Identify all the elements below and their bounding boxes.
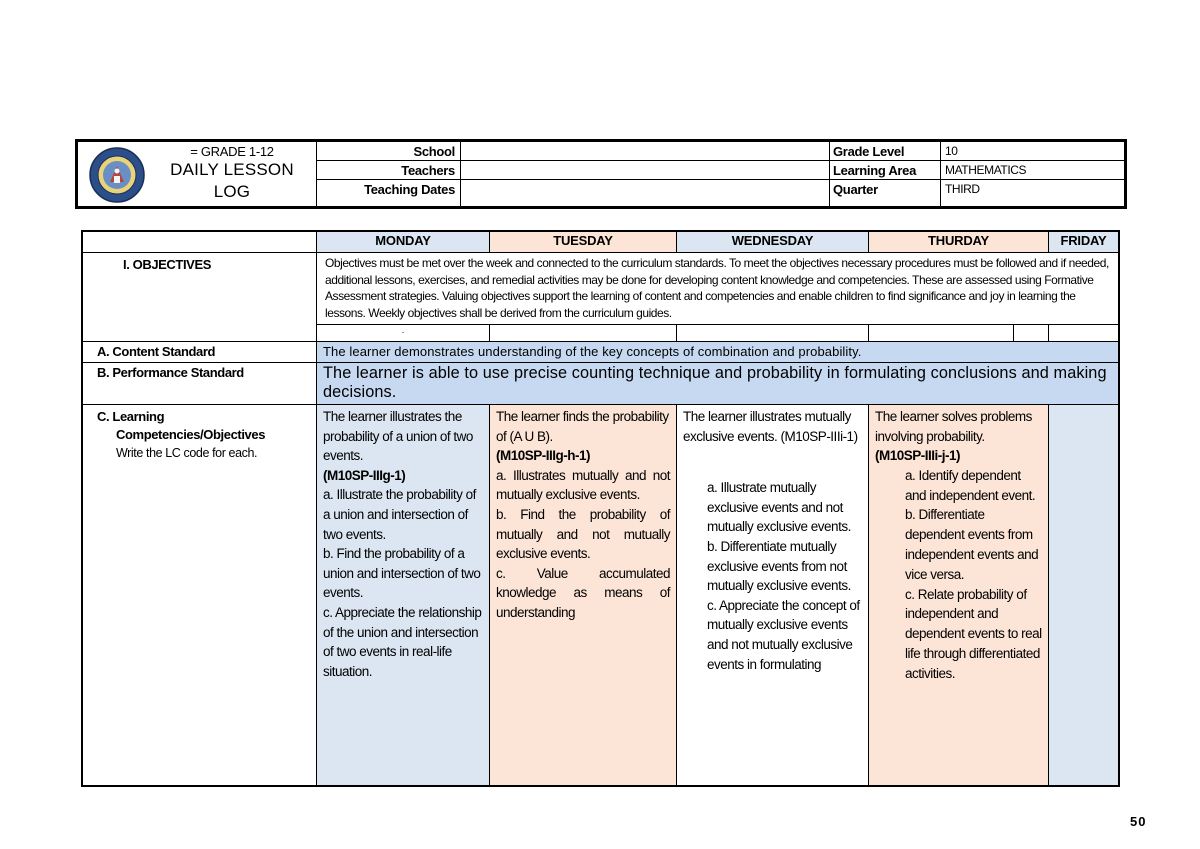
content-standard-label: A. Content Standard xyxy=(83,341,316,362)
lc-thursday-code: (M10SP-IIIi-j-1) xyxy=(875,448,961,464)
performance-standard-text: The learner is able to use precise counting technique and probability in formulating conclusions and making decisions. xyxy=(316,362,1118,404)
objectives-blank-wednesday xyxy=(676,324,868,341)
performance-standard-label: B. Performance Standard xyxy=(83,362,316,404)
dll-title-line2: LOG xyxy=(213,182,251,201)
grade-level-value: 10 xyxy=(945,144,958,158)
lc-wednesday xyxy=(676,404,868,785)
quarter-value: THIRD xyxy=(945,182,980,196)
objectives-blank-tuesday xyxy=(489,324,676,341)
lc-thursday-intro: The learner solves problems involving probability. xyxy=(875,409,1032,444)
lc-monday-code: (M10SP-IIIg-1) xyxy=(323,467,406,483)
content-standard-text: The learner demonstrates understanding of the key concepts of combination and probability. xyxy=(316,341,1118,362)
lc-monday-items: a. Illustrate the probability of a union and intersection of two events. b. Find the probability of a union and intersection of two events. c. Appreciate the relationship of the union and intersection of two events in real-life situation. xyxy=(323,487,482,679)
lc-tuesday-intro: The learner finds the probability of (A U B). xyxy=(496,409,669,444)
dll-title-cell xyxy=(148,142,317,206)
day-header-monday: MONDAY xyxy=(316,232,489,252)
learning-competencies-note: Write the LC code for each. xyxy=(116,446,258,460)
objectives-text: Objectives must be met over the week and connected to the curriculum standards. To meet the objectives necessary procedures must be followed and if needed, additional lessons, exercises, and remedial activities may be done for developing content knowledge and competencies. These are assessed using Formative Assessment strategies. Valuing objectives support the learning of content and competencies and enable children to find significance and joy in learning the lessons. Weekly objectives shall be derived from the curriculum guides. xyxy=(316,252,1118,324)
quarter-label: Quarter xyxy=(833,182,878,197)
learning-competencies-label-1: C. Learning xyxy=(97,409,165,424)
lc-tuesday-code: (M10SP-IIIg-h-1) xyxy=(496,448,591,464)
lc-tuesday-items: a. Illustrates mutually and not mutually exclusive events. b. Find the probability of mutually and not mutually exclusive events. c. Value accumulated knowledge as means of understanding xyxy=(496,467,670,620)
objectives-blank-thursday xyxy=(868,324,1013,341)
lc-wednesday-intro: The learner illustrates mutually exclusive events. (M10SP-IIIi-1) xyxy=(683,409,858,444)
objectives-label: I. OBJECTIVES xyxy=(83,252,316,341)
grade-level-label: Grade Level xyxy=(833,144,905,159)
day-header-friday: FRIDAY xyxy=(1048,232,1118,252)
meta-values-left xyxy=(460,142,830,206)
lc-wednesday-items: a. Illustrate mutually exclusive events and not mutually exclusive events. b. Differentiate mutually exclusive events from not mutually exclusive events. c. Appreciate the concept of mutually exclusive events and not mutually exclusive events in formulating xyxy=(707,480,860,672)
day-header-tuesday: TUESDAY xyxy=(489,232,676,252)
meta-labels-right xyxy=(829,142,941,206)
teachers-label: Teachers xyxy=(401,163,455,178)
page-number: 50 xyxy=(1130,814,1147,829)
day-header-thursday: THURDAY xyxy=(868,232,1048,252)
logo-cell xyxy=(78,142,148,206)
header-table xyxy=(75,139,1127,209)
learning-area-label: Learning Area xyxy=(833,163,917,178)
lc-thursday-items: a. Identify dependent and independent event. b. Differentiate dependent events from independent events and vice versa. c. Relate probability of independent and dependent events to real life through differentiated activities. xyxy=(905,467,1042,681)
objectives-blank-extra xyxy=(1013,324,1048,341)
lc-thursday xyxy=(868,404,1048,785)
learning-area-value: MATHEMATICS xyxy=(945,163,1027,177)
objectives-blank-monday: . xyxy=(316,324,489,341)
meta-values-right xyxy=(940,142,1124,206)
lc-monday-intro: The learner illustrates the probability of a union of two events. xyxy=(323,409,473,464)
lc-tuesday xyxy=(489,404,676,785)
teaching-dates-label: Teaching Dates xyxy=(364,182,455,197)
lesson-log-table xyxy=(81,230,1120,787)
lc-monday xyxy=(316,404,489,785)
objectives-blank-friday xyxy=(1048,324,1118,341)
lc-friday xyxy=(1048,404,1118,785)
day-header-wednesday: WEDNESDAY xyxy=(676,232,868,252)
school-label: School xyxy=(413,144,455,159)
grade-range-label: = GRADE 1-12 xyxy=(190,144,274,159)
meta-labels-left xyxy=(316,142,461,206)
dll-title-line1: DAILY LESSON xyxy=(170,160,294,179)
learning-competencies-label-2: Competencies/Objectives xyxy=(116,427,266,442)
learning-competencies-label-cell xyxy=(83,404,316,785)
corner-cell xyxy=(83,232,316,252)
deped-seal-icon xyxy=(88,146,146,204)
